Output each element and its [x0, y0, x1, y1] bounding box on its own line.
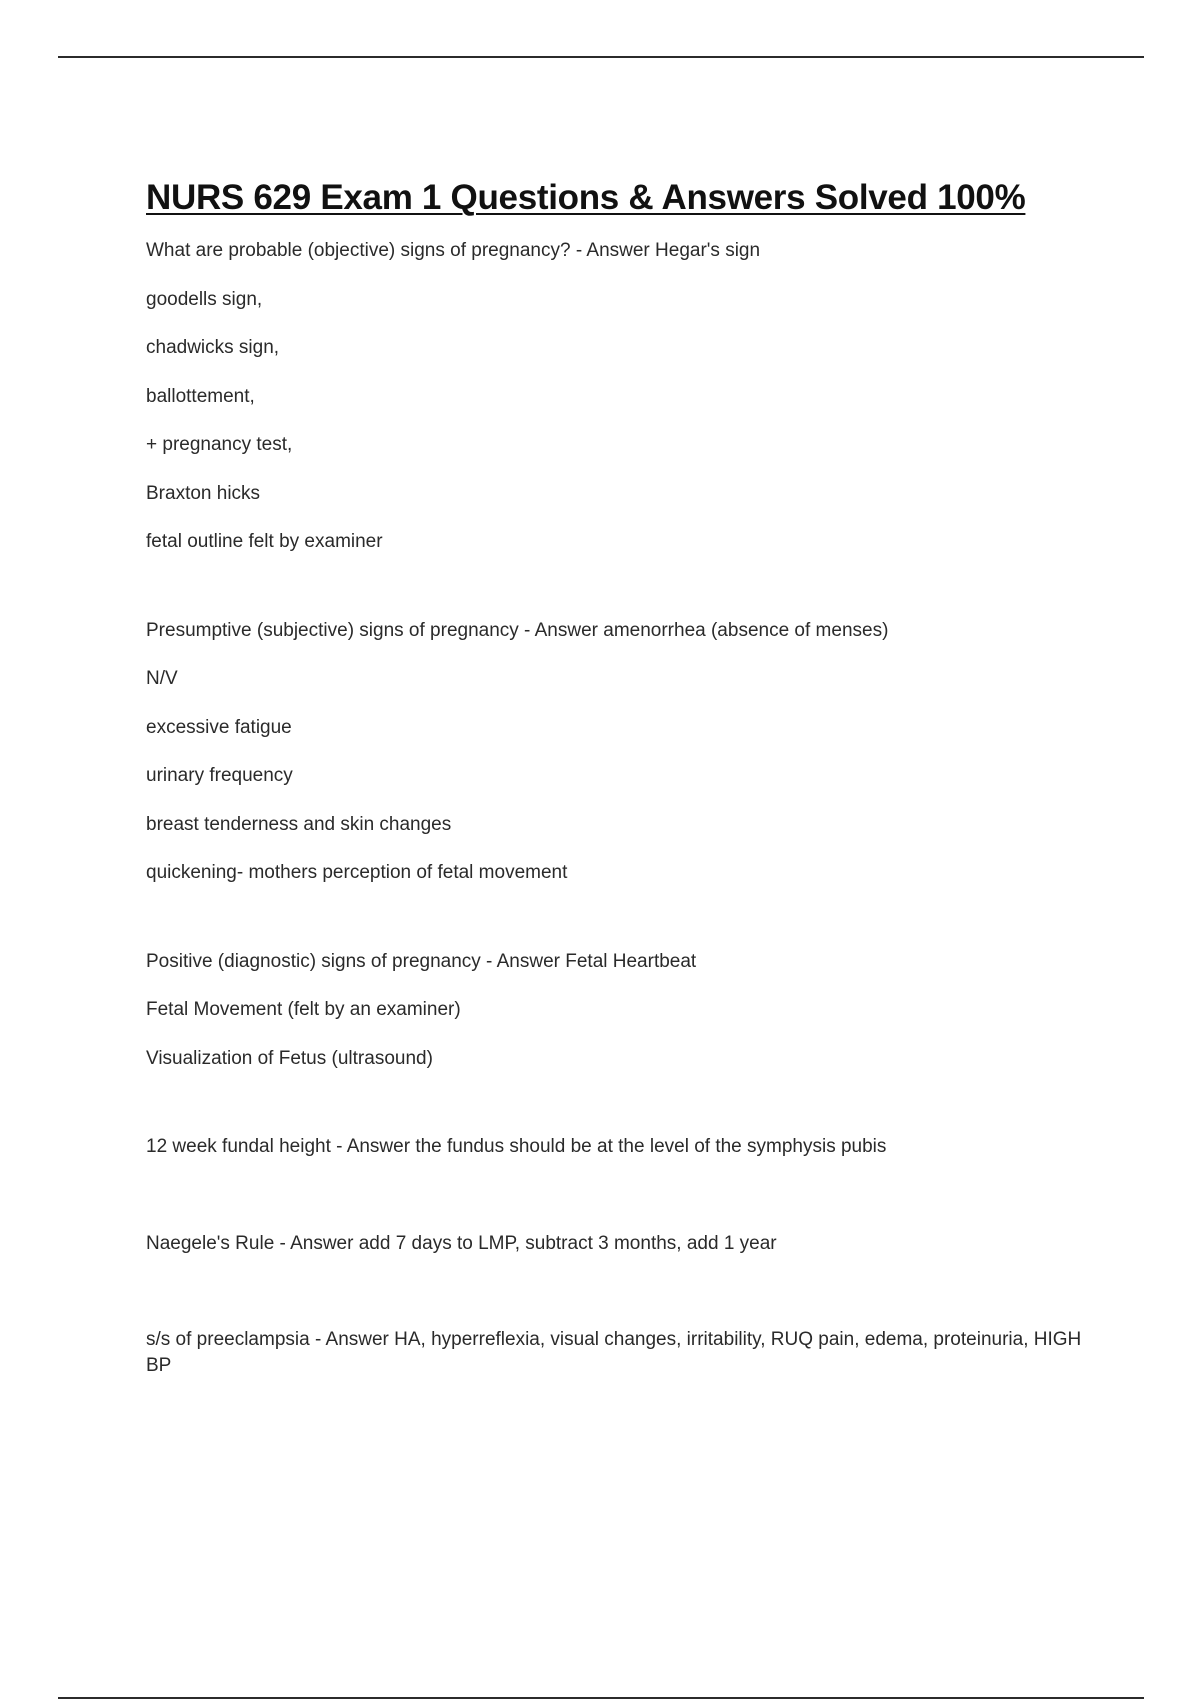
answer-line: + pregnancy test, — [146, 434, 293, 455]
spacer — [146, 1094, 1096, 1134]
spacer — [146, 1183, 1096, 1231]
spacer — [146, 578, 1096, 618]
answer-line: chadwicks sign, — [146, 337, 280, 358]
qa-item-fundal-height — [146, 1134, 1096, 1160]
document-body — [146, 178, 1096, 1402]
answer-line: fetal outline felt by examiner — [146, 531, 383, 552]
qa-item-probable-signs — [146, 238, 1096, 555]
spacer — [146, 1279, 1096, 1327]
question-line: s/s of preeclampsia - Answer HA, hyperreflexia, visual changes, irritability, RUQ pain, edema, proteinuria, HIGH BP — [146, 1329, 1082, 1376]
answer-line: Fetal Movement (felt by an examiner) — [146, 999, 461, 1020]
answer-line: Visualization of Fetus (ultrasound) — [146, 1047, 433, 1069]
spacer — [146, 909, 1096, 949]
qa-item-positive-signs — [146, 949, 1096, 1072]
top-divider — [58, 56, 1144, 58]
bottom-divider — [58, 1697, 1144, 1699]
question-line: Positive (diagnostic) signs of pregnancy - Answer Fetal Heartbeat — [146, 950, 697, 972]
question-line: 12 week fundal height - Answer the fundus should be at the level of the symphysis pubis — [146, 1136, 887, 1157]
page-title: NURS 629 Exam 1 Questions & Answers Solved 100% — [146, 178, 1026, 217]
question-line: Presumptive (subjective) signs of pregnancy - Answer amenorrhea (absence of menses) — [146, 619, 889, 641]
answer-line: quickening- mothers perception of fetal movement — [146, 862, 568, 883]
qa-item-presumptive-signs — [146, 618, 1096, 887]
question-line: Naegele's Rule - Answer add 7 days to LMP, subtract 3 months, add 1 year — [146, 1232, 777, 1254]
question-line: What are probable (objective) signs of pregnancy? - Answer Hegar's sign — [146, 240, 761, 261]
answer-line: urinary frequency — [146, 765, 293, 786]
qa-item-naegeles-rule — [146, 1231, 1096, 1257]
qa-item-preeclampsia — [146, 1327, 1096, 1379]
answer-line: excessive fatigue — [146, 716, 292, 738]
answer-line: ballottement, — [146, 385, 255, 407]
answer-line: breast tenderness and skin changes — [146, 813, 452, 835]
answer-line: N/V — [146, 668, 178, 689]
answer-line: goodells sign, — [146, 288, 263, 310]
answer-line: Braxton hicks — [146, 482, 261, 504]
